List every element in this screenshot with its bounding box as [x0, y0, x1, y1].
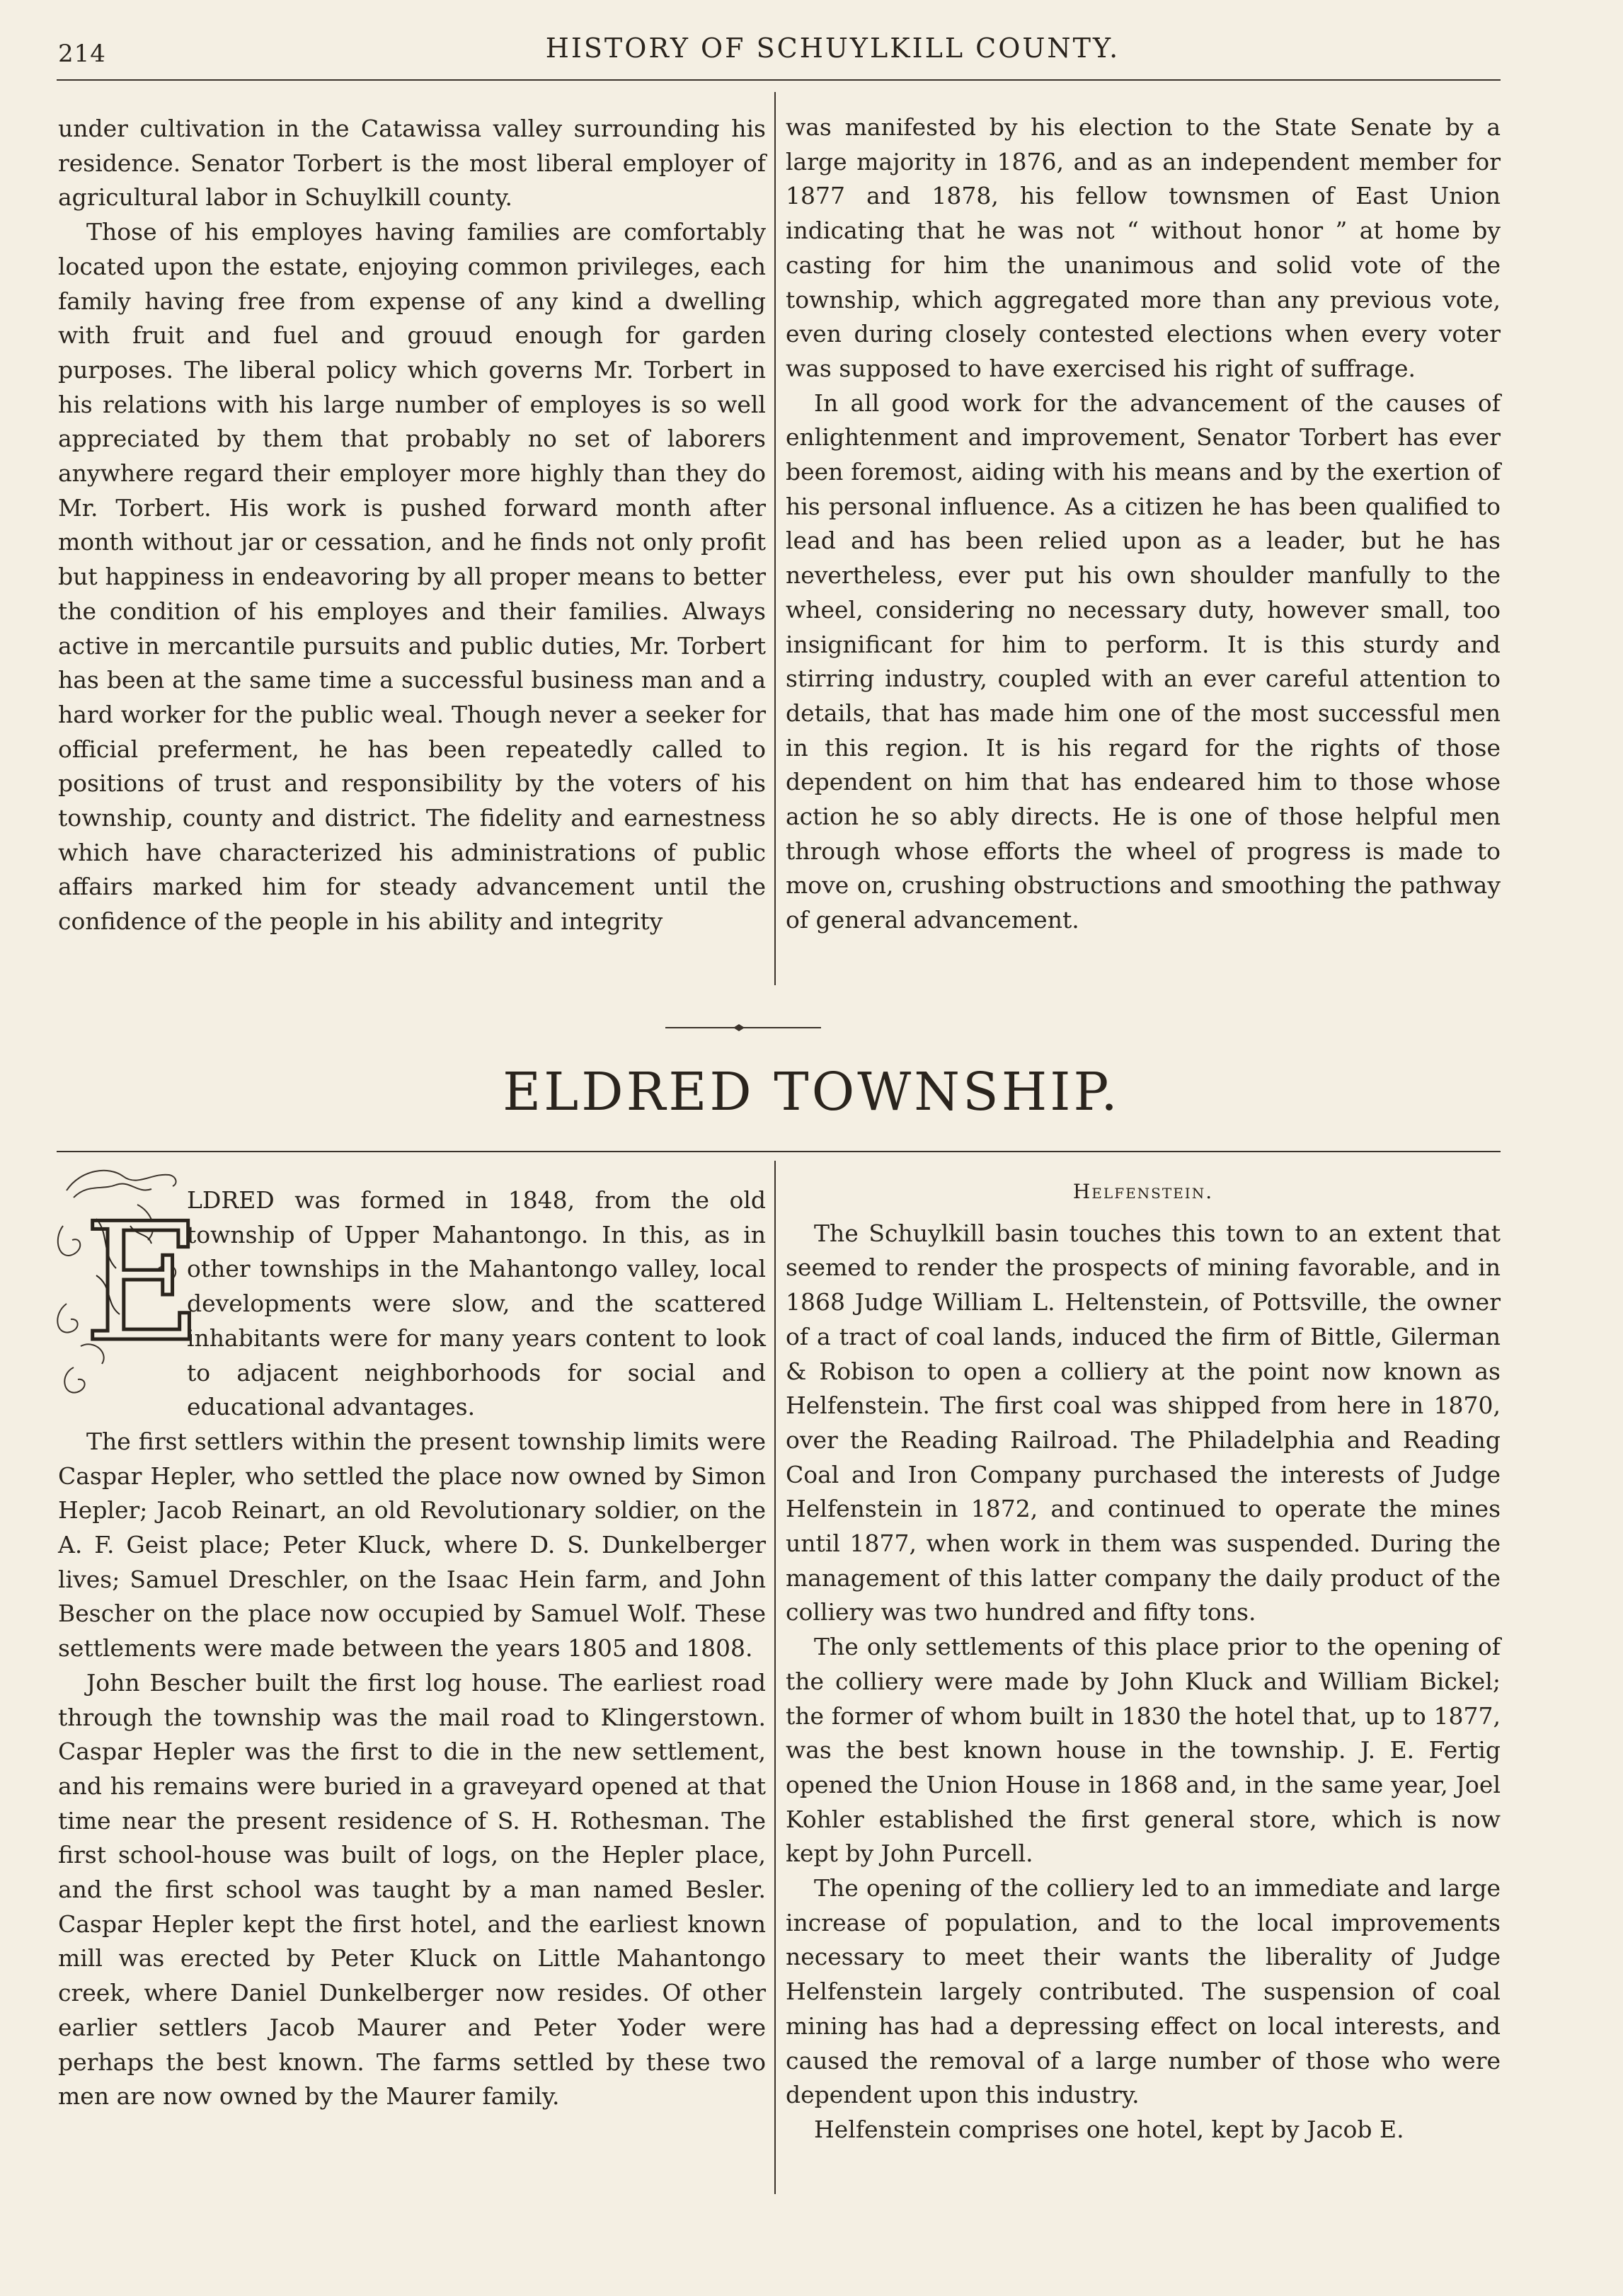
column-divider [774, 92, 776, 985]
paragraph: In all good work for the advancement of the causes of enlightenment and improvement, Senator Torbert has ever been foremost, aiding with his means and by the exertion of his personal influence. As a citizen he has been qualified to lead and has been relied upon as a leader, but he has nevertheless, ever put his own shoulder manfully to the wheel, considering no necessary duty, however small, too insignificant for him to perform. It is this sturdy and stirring industry, coupled with an ever careful attention to details, that has made him one of the most successful men in this region. It is his regard for the rights of those dependent on him that has endeared him to those whose action he so ably directs. He is one of those helpful men through whose efforts the wheel of progress is made to move on, crushing obstructions and smoothing the pathway of general advancement. [786, 389, 1501, 934]
drop-cap-flourish-icon [52, 1162, 202, 1403]
section-title: ELDRED TOWNSHIP. [503, 1062, 1120, 1123]
header-rule [57, 79, 1501, 81]
bottom-left-column [58, 1183, 766, 2114]
ornamental-drop-cap [52, 1162, 202, 1403]
paragraph: Those of his employes having families are comfortably located upon the estate, enjoying common privileges, each family having free from expense of any kind a dwelling with fruit and fuel and grouud enough for garden purposes. The liberal policy which governs Mr. Torbert in his relations with his large number of employes is so well appreciated by them that probably no set of laborers anywhere regard their employer more highly than they do Mr. Torbert. His work is pushed forward month after month without jar or cessation, and he finds not only profit but happiness in endeavoring by all proper means to better the condition of his employes and their families. Always active in mercantile pursuits and public duties, Mr. Torbert has been at the same time a successful business man and a hard worker for the public weal. Though never a seeker for official preferment, he has been repeatedly called to positions of trust and responsibility by the voters of his township, county and district. The fidelity and earnestness which have characterized his administrations of public affairs marked him for steady advancement until the confidence of the people in his ability and integrity [58, 218, 766, 936]
paragraph: under cultivation in the Catawissa valley surrounding his residence. Senator Torbert is the most liberal employer of agricultural labor in Schuylkill county. [58, 115, 766, 212]
bottom-right-column [786, 1175, 1501, 2147]
paragraph: John Bescher built the first log house. The earliest road through the township was the mail road to Klingerstown. Caspar Hepler was the first to die in the new settlement, and his remains were buried in a graveyard opened at that time near the present residence of S. H. Rothesman. The first school-house was built of logs, on the Hepler place, and the first school was taught by a man named Besler. Caspar Hepler kept the first hotel, and the earliest known mill was erected by Peter Kluck on Little Mahantongo creek, where Daniel Dunkelberger now resides. Of other earlier settlers Jacob Maurer and Peter Yoder were perhaps the best known. The farms settled by these two men are now owned by the Maurer family. [58, 1668, 766, 2111]
top-right-column [786, 110, 1501, 938]
page-number: 214 [58, 40, 106, 68]
paragraph: The first settlers within the present township limits were Caspar Hepler, who settled the place now owned by Simon Hepler; Jacob Reinart, an old Revolutionary soldier, on the A. F. Geist place; Peter Kluck, where D. S. Dunkelberger lives; Samuel Dreschler, on the Isaac Hein farm, and John Bescher on the place now occupied by Samuel Wolf. These settlements were made between the years 1805 and 1808. [58, 1427, 766, 1663]
column-divider [774, 1161, 776, 2194]
section-rule [57, 1151, 1501, 1152]
running-title: HISTORY OF SCHUYLKILL COUNTY. [545, 33, 1120, 64]
paragraph: Helfenstein comprises one hotel, kept by Jacob E. [814, 2115, 1404, 2143]
section-ornament-divider [665, 1021, 821, 1035]
paragraph: The only settlements of this place prior to the opening of the colliery were made by John Kluck and William Bickel; the former of whom built in 1830 the hotel that, up to 1877, was the best known house in the township. J. E. Fertig opened the Union House in 1868 and, in the same year, Joel Kohler established the first general store, which is now kept by John Purcell. [786, 1633, 1501, 1868]
top-left-column [58, 112, 766, 939]
subheading-helfenstein: Helfenstein. [1072, 1180, 1214, 1203]
paragraph: The Schuylkill basin touches this town to an extent that seemed to render the prospects of mining favorable, and in 1868 Judge William L. Heltenstein, of Pottsville, the owner of a tract of coal lands, induced the firm of Bittle, Gilerman & Robison to open a colliery at the point now known as Helfenstein. The first coal was shipped from here in 1870, over the Reading Railroad. The Philadelphia and Reading Coal and Iron Company purchased the interests of Judge Helfenstein in 1872, and continued to operate the mines until 1877, when work in them was suspended. During the management of this latter company the daily product of the colliery was two hundred and fifty tons. [786, 1219, 1501, 1626]
paragraph: was manifested by his election to the State Senate by a large majority in 1876, and as an independent member for 1877 and 1878, his fellow townsmen of East Union indicating that he was not “ without honor ” at home by casting for him the unanimous and solid vote of the township, which aggregated more than any previous vote, even during closely contested elections when every voter was supposed to have exercised his right of suffrage. [786, 113, 1501, 382]
drop-cap-letter: E [84, 1189, 202, 1378]
paragraph: LDRED was formed in 1848, from the old township of Upper Mahantongo. In this, as in other townships in the Mahantongo valley, local developments were slow, and the scattered inhabitants were for many years content to look to adjacent neighborhoods for social and educational advantages. [187, 1186, 766, 1421]
paragraph: The opening of the colliery led to an immediate and large increase of population, and to the local improvements necessary to meet their wants the liberality of Judge Helfenstein largely contributed. The suspension of coal mining has had a depressing effect on local interests, and caused the removal of a large number of those who were dependent upon this industry. [786, 1874, 1501, 2109]
